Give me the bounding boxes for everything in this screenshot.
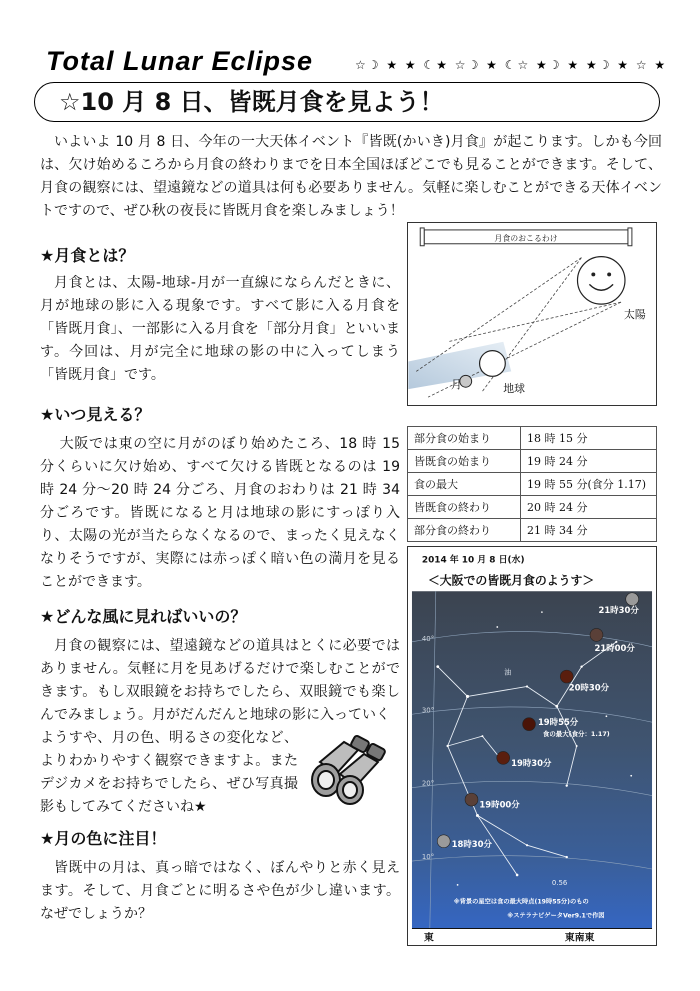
eclipse-moon	[465, 793, 478, 806]
timetable-row	[408, 427, 657, 450]
osaka-eclipse-starmap	[407, 546, 657, 946]
section-heading-how-to-watch: ★どんな風に見ればいいの？	[40, 607, 247, 626]
altitude-label-20: 20°	[421, 779, 435, 788]
section-text-moon-color: 皆既中の月は、真っ暗ではなく、ぼんやりと赤く見えます。そして、月食ごとに明るさや色が少し違います。なぜでしょうか？	[40, 860, 400, 922]
moon-time-label: 21時30分	[598, 605, 639, 616]
section-heading-moon-color: ★月の色に注目！	[40, 829, 167, 848]
max-eclipse-note: 食の最大(食分：1.17)	[542, 730, 610, 739]
starmap-date: 2014 年 10 月 8 日(水)	[421, 555, 525, 566]
moon-time-label: 21時00分	[594, 642, 635, 653]
timetable-phase: 皆既食の終わり	[408, 496, 521, 519]
starmap-note-background: ※背景の星空は食の最大時点(19時55分)のもの	[453, 898, 589, 906]
moon-time-label: 18時30分	[451, 839, 492, 850]
section-heading-what-is-eclipse: ★月食とは？	[40, 246, 135, 265]
earth-icon	[480, 351, 506, 377]
altitude-label-10: 10°	[421, 853, 435, 862]
intro-paragraph: いよいよ 10 月 8 日、今年の一大天体イベント『皆既(かいき)月食』が起こります。しかも今回は、欠け始めるころから月食の終わりまでを日本全国ほぼどこでも見ることができます。そして、月食の観察には、望遠鏡などの道具は何も必要ありません。気軽に楽しむことができる天体イベントですので、ぜひ秋の夜長に皆既月食を楽しみましょう！	[40, 134, 662, 219]
section-text-when-visible: 大阪では東の空に月がのぼり始めたころ、18 時 15 分くらいに欠け始め、すべて欠ける皆既となるのは 19 時 24 分～20 時 24 分ごろ、月食のおわりは 21 時 34 分ごろです。皆既になると月は地球の影にすっぽり入り、太陽の光が当たらなくなるので、まったく見えなくなりそうですが、実際には赤っぽく暗い色の満月を見ることができます。	[40, 436, 400, 590]
english-title: Total Lunar Eclipse	[46, 46, 314, 76]
direction-east: 東	[423, 932, 434, 944]
title-star-decoration: ☆☽ ★ ★ ☾★ ☆☽ ★ ☾☆ ★☽ ★ ★☽ ★ ☆ ★	[355, 58, 668, 72]
moon-label: 月	[450, 378, 462, 392]
altitude-label-40: 40°	[421, 634, 435, 643]
timetable-phase: 皆既食の始まり	[408, 450, 521, 473]
eclipse-moon	[437, 835, 450, 848]
diagram-caption: 月食のおこるわけ	[494, 233, 558, 243]
timetable-phase: 部分食の始まり	[408, 427, 521, 450]
moon-time-label: 20時30分	[568, 682, 610, 693]
moon-time-label: 19時55分	[537, 717, 579, 728]
timetable-time: 18 時 15 分	[521, 427, 657, 450]
timetable-row	[408, 450, 657, 473]
moon-time-label: 19時00分	[479, 799, 520, 810]
sun-icon	[578, 257, 625, 304]
timetable-time: 20 時 24 分	[521, 496, 657, 519]
starmap-title: ＜大阪での皆既月食のようす＞	[427, 573, 595, 588]
moon-time-label: 19時30分	[511, 757, 552, 768]
timetable-time: 19 時 55 分(食分 1.17)	[521, 473, 657, 496]
section-text-how-to-watch-continued: ようすや、月の色、明るさの変化など、よりわかりやすく観察できますよ。またデジカメをお持ちでしたら、ぜひ写真撮影もしてみてくださいね★	[40, 730, 298, 815]
eclipse-moon	[560, 670, 573, 683]
timetable-row	[408, 473, 657, 496]
section-heading-when-visible: ★いつ見える？	[40, 405, 151, 424]
earth-label: 地球	[503, 382, 526, 396]
timetable-time: 19 時 24 分	[521, 450, 657, 473]
direction-ese: 東南東	[564, 932, 595, 944]
headline-banner: ☆10 月 8 日、皆既月食を見よう！	[34, 82, 660, 122]
star-label-1: 油	[504, 668, 512, 677]
altitude-label-30: 30°	[421, 706, 435, 715]
timetable-row	[408, 519, 657, 542]
eclipse-moon	[523, 718, 536, 731]
eclipse-moon	[626, 593, 639, 606]
eclipse-timetable	[407, 426, 657, 542]
timetable-phase: 食の最大	[408, 473, 521, 496]
timetable-time: 21 時 34 分	[521, 519, 657, 542]
timetable-phase: 部分食の終わり	[408, 519, 521, 542]
starmap-note-software: ※ステラナビゲータVer9.1で作図	[507, 912, 605, 920]
timetable-row	[408, 496, 657, 519]
section-text-what-is-eclipse: 月食とは、太陽-地球-月が一直線にならんだときに、月が地球の影に入る現象です。すべて影に入る月食を「皆既月食」、一部影に入る月食を「部分月食」といいます。今回は、月が完全に地球の影の中に入ってしまう「皆既月食」です。	[40, 275, 400, 383]
section-text-how-to-watch: 月食の観察には、望遠鏡などの道具はとくに必要ではありません。気軽に月を見あげるだけで楽しむことができます。もし双眼鏡をお持ちでしたら、双眼鏡でも楽しんでみましょう。月がだんだんと地球の影に入っていく	[40, 638, 400, 723]
eclipse-moon	[590, 628, 603, 641]
eclipse-moon	[497, 751, 510, 764]
sun-label: 太陽	[623, 307, 646, 321]
eclipse-diagram	[407, 222, 657, 406]
binoculars-icon	[306, 728, 390, 806]
star-label-2: 0.56	[551, 878, 568, 887]
